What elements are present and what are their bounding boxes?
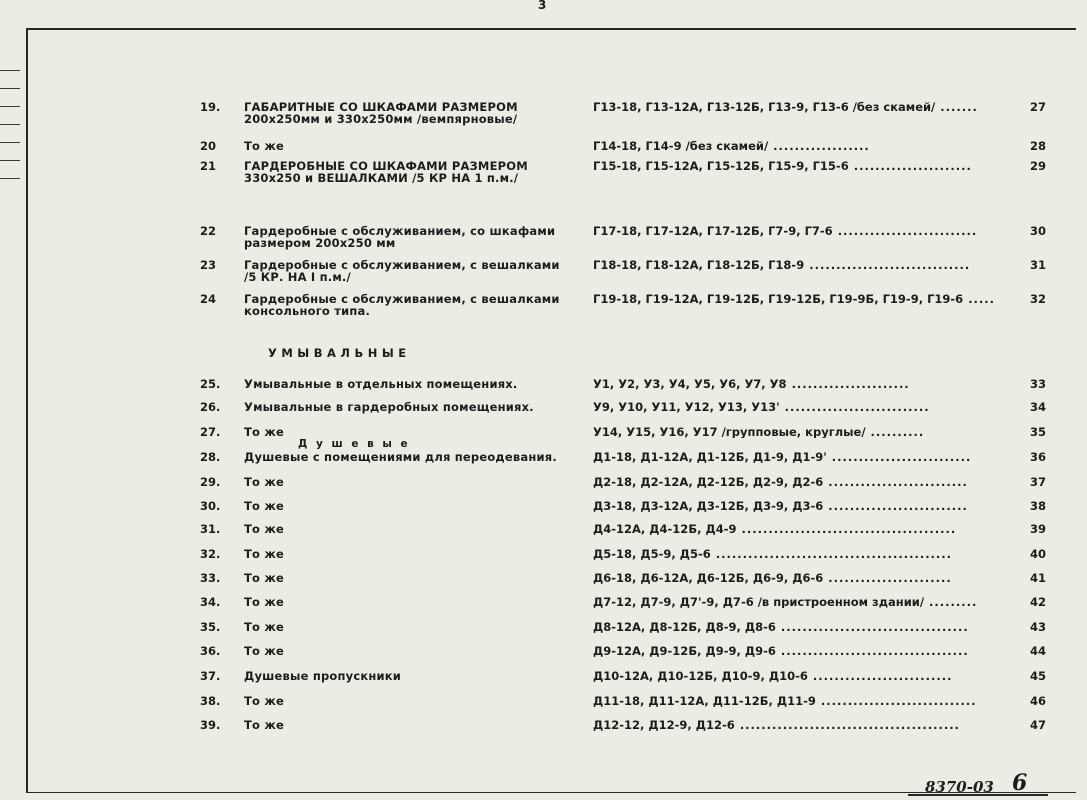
row-page: 38: [1030, 499, 1047, 513]
row-number: 35.: [200, 620, 221, 634]
row-name: Гардеробные с обслуживанием, с вешалками /5 КР. НА I п.м./: [244, 258, 560, 284]
row-page: 27: [1030, 100, 1047, 114]
row-name: То же: [244, 595, 284, 609]
row-name: То же: [244, 620, 284, 634]
top-mark: 3: [538, 0, 547, 12]
row-name: Гардеробные с обслуживанием, с вешалками консольного типа.: [244, 292, 560, 318]
row-number: 25.: [200, 377, 221, 391]
row-codes: Д5-18, Д5-9, Д5-6 ............................................: [593, 548, 953, 560]
row-number: 28.: [200, 450, 221, 464]
row-page: 43: [1030, 620, 1047, 634]
row-name: То же: [244, 547, 284, 561]
row-page: 46: [1030, 694, 1047, 708]
row-name: То же: [244, 644, 284, 658]
row-number: 27.: [200, 425, 221, 439]
sheet-number: 6: [1012, 770, 1028, 796]
row-name: Душевые с помещениями для переодевания.: [244, 450, 557, 464]
row-name: Гардеробные с обслуживанием, со шкафами размером 200x250 мм: [244, 224, 556, 250]
row-page: 32: [1030, 292, 1047, 306]
row-codes: Д12-12, Д12-9, Д12-6 .........................................: [593, 719, 960, 731]
row-name: То же: [244, 139, 284, 153]
row-name: То же: [244, 475, 284, 489]
row-number: 31.: [200, 522, 221, 536]
row-page: 33: [1030, 377, 1047, 391]
row-number: 32.: [200, 547, 221, 561]
row-number: 23: [200, 258, 217, 272]
row-page: 31: [1030, 258, 1047, 272]
section-title-showers: Д у ш е в ы е: [298, 438, 411, 450]
row-codes: Г13-18, Г13-12А, Г13-12Б, Г13-9, Г13-6 /без скамей/ .......: [593, 101, 978, 113]
row-codes: Д1-18, Д1-12А, Д1-12Б, Д1-9, Д1-9' ..........................: [593, 451, 972, 463]
row-page: 28: [1030, 139, 1047, 153]
row-page: 40: [1030, 547, 1047, 561]
row-name: ГАБАРИТНЫЕ СО ШКАФАМИ РАЗМЕРОМ 200x250мм и 330x250мм /вемпярновые/: [244, 100, 518, 126]
row-codes: Д10-12А, Д10-12Б, Д10-9, Д10-6 ..........................: [593, 670, 953, 682]
margin-stamp: [0, 60, 22, 210]
row-page: 44: [1030, 644, 1047, 658]
row-number: 37.: [200, 669, 221, 683]
row-page: 35: [1030, 425, 1047, 439]
row-number: 19.: [200, 100, 221, 114]
row-page: 41: [1030, 571, 1047, 585]
row-codes: Г15-18, Г15-12А, Г15-12Б, Г15-9, Г15-6 ......................: [593, 160, 972, 172]
row-number: 30.: [200, 499, 221, 513]
row-number: 21: [200, 159, 217, 173]
row-name: Умывальные в отдельных помещениях.: [244, 377, 518, 391]
row-codes: Д4-12А, Д4-12Б, Д4-9 ........................................: [593, 523, 957, 535]
row-name: То же: [244, 499, 284, 513]
row-codes: У1, У2, У3, У4, У5, У6, У7, У8 ......................: [593, 378, 910, 390]
row-name: То же: [244, 718, 284, 732]
row-codes: Д7-12, Д7-9, Д7'-9, Д7-6 /в пристроенном здании/ .........: [593, 596, 978, 608]
row-page: 34: [1030, 400, 1047, 414]
row-codes: Д11-18, Д11-12А, Д11-12Б, Д11-9 .............................: [593, 695, 977, 707]
row-number: 26.: [200, 400, 221, 414]
row-name: То же: [244, 694, 284, 708]
row-page: 39: [1030, 522, 1047, 536]
row-number: 24: [200, 292, 217, 306]
document-code: 8370-03: [925, 778, 994, 796]
row-name: ГАРДЕРОБНЫЕ СО ШКАФАМИ РАЗМЕРОМ 330x250 и ВЕШАЛКАМИ /5 КР НА 1 п.м./: [244, 159, 528, 185]
row-number: 20: [200, 139, 217, 153]
row-page: 45: [1030, 669, 1047, 683]
row-page: 42: [1030, 595, 1047, 609]
row-page: 37: [1030, 475, 1047, 489]
row-name: То же: [244, 425, 284, 439]
row-codes: Д3-18, Д3-12А, Д3-12Б, Д3-9, Д3-6 ..........................: [593, 500, 968, 512]
row-codes: Д2-18, Д2-12А, Д2-12Б, Д2-9, Д2-6 ..........................: [593, 476, 968, 488]
row-page: 29: [1030, 159, 1047, 173]
row-codes: Д6-18, Д6-12А, Д6-12Б, Д6-9, Д6-6 .......................: [593, 572, 952, 584]
row-page: 30: [1030, 224, 1047, 238]
row-number: 38.: [200, 694, 221, 708]
row-codes: Д9-12А, Д9-12Б, Д9-9, Д9-6 ...................................: [593, 645, 969, 657]
row-name: Умывальные в гардеробных помещениях.: [244, 400, 534, 414]
row-number: 33.: [200, 571, 221, 585]
row-page: 47: [1030, 718, 1047, 732]
row-name: То же: [244, 522, 284, 536]
section-title-washrooms: УМЫВАЛЬНЫЕ: [268, 346, 411, 360]
row-number: 39.: [200, 718, 221, 732]
row-codes: Г18-18, Г18-12А, Г18-12Б, Г18-9 ..............................: [593, 259, 971, 271]
row-codes: Г17-18, Г17-12А, Г17-12Б, Г7-9, Г7-6 ..........................: [593, 225, 978, 237]
row-codes: Г19-18, Г19-12А, Г19-12Б, Г19-12Б, Г19-9Б, Г19-9, Г19-6 .....: [593, 293, 996, 305]
row-codes: У14, У15, У16, У17 /групповые, круглые/ ..........: [593, 426, 925, 438]
row-codes: У9, У10, У11, У12, У13, У13' ...........................: [593, 401, 930, 413]
row-number: 36.: [200, 644, 221, 658]
row-codes: Д8-12А, Д8-12Б, Д8-9, Д8-6 ...................................: [593, 621, 969, 633]
row-number: 34.: [200, 595, 221, 609]
row-codes: Г14-18, Г14-9 /без скамей/ ..................: [593, 140, 870, 152]
row-number: 22: [200, 224, 217, 238]
row-page: 36: [1030, 450, 1047, 464]
row-number: 29.: [200, 475, 221, 489]
row-name: То же: [244, 571, 284, 585]
row-name: Душевые пропускники: [244, 669, 402, 683]
